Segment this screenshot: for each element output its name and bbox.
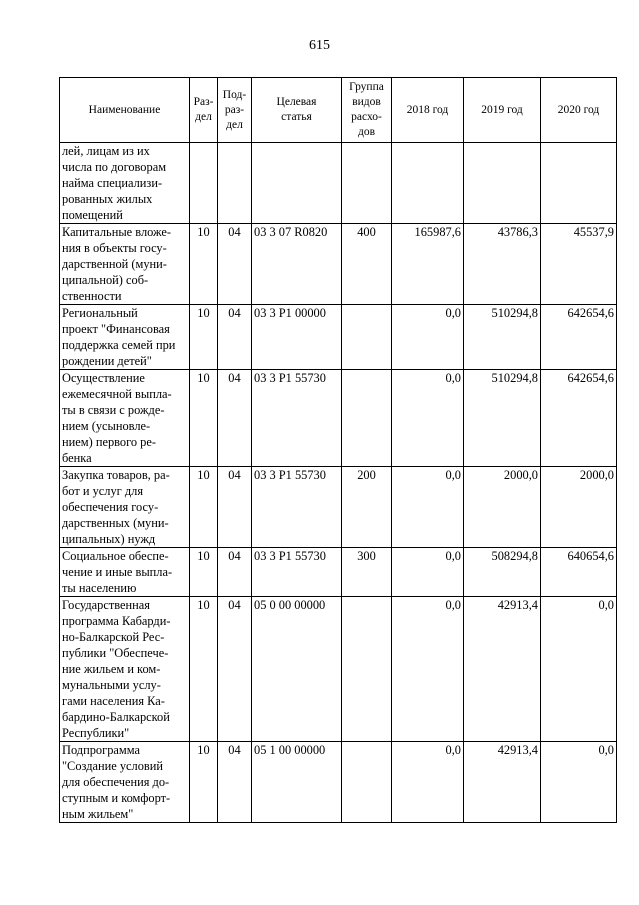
row-value-2018 [392,143,464,224]
row-target-article: 03 3 P1 55730 [252,467,342,548]
row-value-2018: 0,0 [392,305,464,370]
row-subsection: 04 [218,548,252,597]
row-value-2018: 0,0 [392,467,464,548]
row-expense-group: 400 [342,224,392,305]
row-name: Закупка товаров, ра- бот и услуг для обеспечения госу- дарственных (муни- ципальных) нужд [60,467,190,548]
row-subsection: 04 [218,742,252,823]
row-value-2018: 0,0 [392,370,464,467]
row-section: 10 [190,224,218,305]
row-value-2020: 642654,6 [541,370,617,467]
row-value-2019: 510294,8 [464,370,541,467]
table-row [60,597,617,742]
row-subsection: 04 [218,224,252,305]
row-target-article: 03 3 P1 55730 [252,370,342,467]
row-subsection: 04 [218,467,252,548]
row-expense-group [342,305,392,370]
row-value-2020: 642654,6 [541,305,617,370]
row-value-2019: 510294,8 [464,305,541,370]
page-number: 615 [309,38,330,53]
row-expense-group [342,742,392,823]
row-value-2020: 2000,0 [541,467,617,548]
row-name: лей, лицам из их числа по договорам найма специализи- рованных жилых помещений [60,143,190,224]
row-value-2020: 45537,9 [541,224,617,305]
table-row [60,224,617,305]
row-value-2020 [541,143,617,224]
row-target-article: 05 1 00 00000 [252,742,342,823]
header-expense-group: Группа видов расхо- дов [342,78,392,143]
row-target-article: 03 3 07 R0820 [252,224,342,305]
row-value-2019 [464,143,541,224]
header-name: Наименование [60,78,190,143]
row-expense-group [342,370,392,467]
header-section: Раз- дел [190,78,218,143]
row-subsection: 04 [218,305,252,370]
row-section: 10 [190,742,218,823]
row-target-article: 05 0 00 00000 [252,597,342,742]
row-value-2018: 0,0 [392,742,464,823]
row-target-article: 03 3 P1 55730 [252,548,342,597]
header-2020: 2020 год [541,78,617,143]
row-value-2020: 0,0 [541,597,617,742]
row-value-2019: 42913,4 [464,597,541,742]
row-name: Государственная программа Кабарди- но-Балкарской Рес- публики "Обеспече- ние жильем и ком- мунальными услу- гами населения Ка- бардино-Балкарской Республики" [60,597,190,742]
row-name: Капитальные вложе- ния в объекты госу- дарственной (муни- ципальной) соб- ственности [60,224,190,305]
header-row [60,78,617,143]
row-target-article: 03 3 P1 00000 [252,305,342,370]
row-section: 10 [190,305,218,370]
header-2019: 2019 год [464,78,541,143]
row-subsection: 04 [218,370,252,467]
row-expense-group [342,597,392,742]
row-section: 10 [190,597,218,742]
row-name: Подпрограмма "Создание условий для обеспечения до- ступным и комфорт- ным жильем" [60,742,190,823]
row-section: 10 [190,370,218,467]
row-expense-group [342,143,392,224]
header-target-article: Целевая статья [252,78,342,143]
row-expense-group: 200 [342,467,392,548]
table-row [60,467,617,548]
row-name: Региональный проект "Финансовая поддержка семей при рождении детей" [60,305,190,370]
table-row [60,742,617,823]
table-row [60,305,617,370]
row-section [190,143,218,224]
row-name: Социальное обеспе- чение и иные выпла- ты населению [60,548,190,597]
header-subsection: Под- раз- дел [218,78,252,143]
table-row [60,370,617,467]
row-value-2020: 640654,6 [541,548,617,597]
row-value-2018: 165987,6 [392,224,464,305]
row-value-2018: 0,0 [392,548,464,597]
row-target-article [252,143,342,224]
row-expense-group: 300 [342,548,392,597]
row-subsection: 04 [218,597,252,742]
table-row [60,143,617,224]
row-value-2019: 42913,4 [464,742,541,823]
row-value-2019: 2000,0 [464,467,541,548]
row-name: Осуществление ежемесячной выпла- ты в связи с рожде- нием (усыновле- нием) первого ре- бенка [60,370,190,467]
row-value-2019: 43786,3 [464,224,541,305]
row-value-2020: 0,0 [541,742,617,823]
row-value-2019: 508294,8 [464,548,541,597]
row-subsection [218,143,252,224]
row-section: 10 [190,467,218,548]
header-2018: 2018 год [392,78,464,143]
table-body [60,143,617,823]
row-value-2018: 0,0 [392,597,464,742]
row-section: 10 [190,548,218,597]
table-row [60,548,617,597]
budget-table [59,77,617,823]
